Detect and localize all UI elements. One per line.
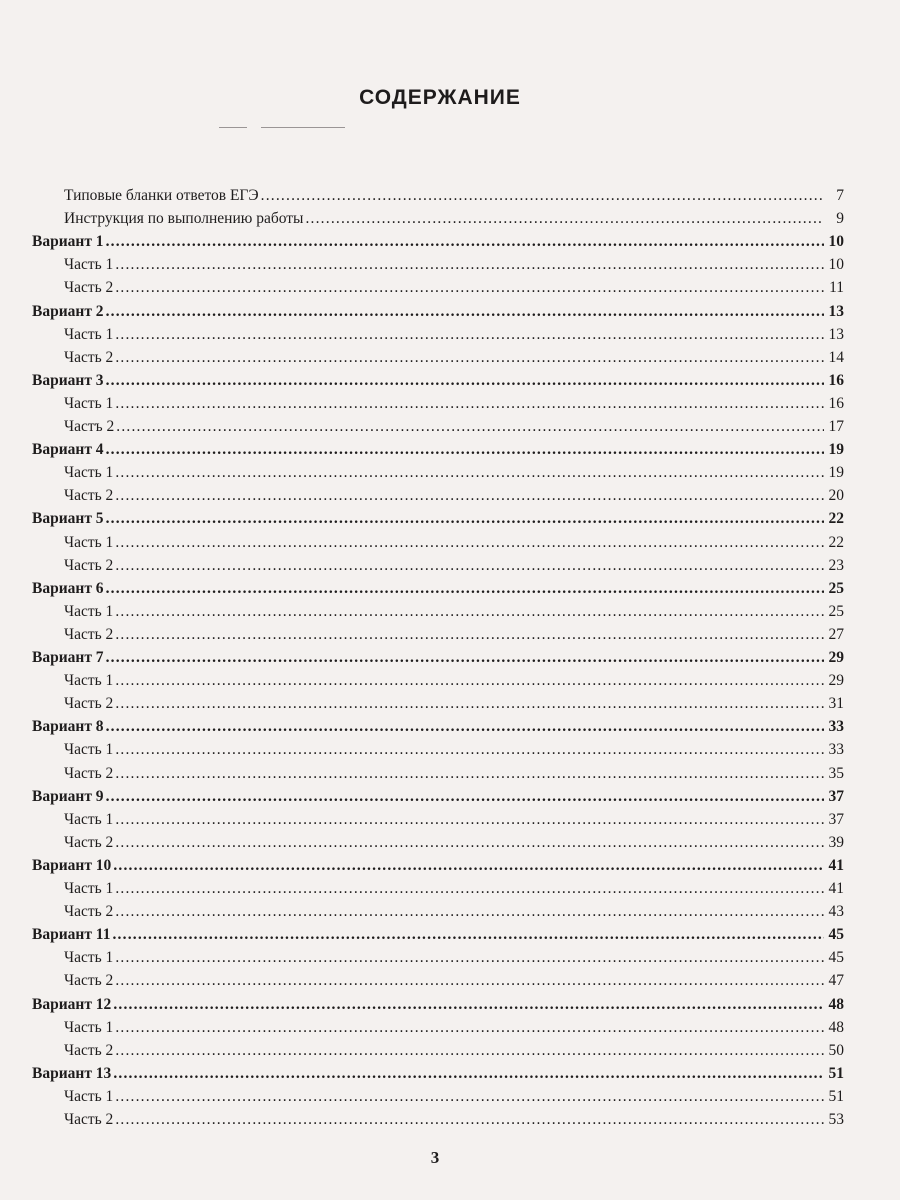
dot-leader [106,508,824,530]
toc-entry-page: 37 [828,787,844,805]
toc-entry-page: 19 [828,464,844,482]
dot-leader [115,393,824,415]
toc-entry-page: 45 [828,949,844,967]
toc-part-entry[interactable] [64,393,844,415]
toc-entry-label: Вариант 2 [32,302,104,320]
toc-variant-entry[interactable] [32,301,844,323]
toc-variant-entry[interactable] [32,994,844,1016]
dot-leader [113,994,824,1016]
toc-entry-label: Часть 1 [64,602,114,620]
dot-leader [115,254,824,276]
toc-part-entry[interactable] [64,485,844,507]
dot-leader [115,555,824,577]
dot-leader [116,416,824,438]
dot-leader [115,624,824,646]
toc-entry-page: 9 [836,210,844,228]
toc-entry-label: Часть 1 [64,533,114,551]
toc-entry-label: Часть 1 [64,741,114,759]
toc-variant-entry[interactable] [32,924,844,946]
toc-entry-page: 25 [828,579,844,597]
toc-entry-page: 43 [828,903,844,921]
dot-leader [106,647,824,669]
toc-entry-label: Вариант 7 [32,649,104,666]
toc-variant-entry[interactable] [32,231,844,253]
toc-entry-page: 14 [828,348,844,366]
dot-leader [115,970,824,992]
toc-entry-label: Часть 2 [64,556,114,574]
dot-leader [106,786,824,808]
dot-leader [115,485,824,507]
toc-entry-page: 7 [836,187,844,204]
toc-part-entry[interactable] [64,1040,844,1062]
toc-variant-entry[interactable] [32,716,844,738]
toc-part-entry[interactable] [64,1109,844,1131]
dot-leader [115,832,824,854]
dot-leader [261,185,824,207]
toc-entry-label: Инструкция по выполнению работы [64,210,304,228]
dot-leader [115,901,824,923]
toc-entry-page: 11 [829,279,844,297]
toc-variant-entry[interactable] [32,1063,844,1085]
toc-entry-label: Вариант 9 [32,787,104,805]
dot-leader [115,324,824,346]
toc-entry-page: 31 [828,695,844,713]
toc-entry-label: Типовые бланки ответов ЕГЭ [64,187,259,204]
toc-entry-label: Часть 2 [64,487,114,505]
toc-entry-label: Часть 1 [64,949,114,967]
dot-leader [115,1017,824,1039]
dot-leader [115,277,824,299]
toc-entry-label: Часть 2 [64,279,114,297]
toc-variant-entry[interactable] [32,647,844,669]
dot-leader [115,462,824,484]
dot-leader [113,1063,824,1085]
toc-entry-label: Часть 2 [64,972,114,990]
dot-leader [305,208,824,230]
toc-entry-label: Часть 1 [64,1087,114,1105]
toc-part-entry[interactable] [64,324,844,346]
toc-part-entry[interactable] [64,416,844,438]
toc-entry-page: 45 [828,926,844,944]
toc-entry-label: Часть 2 [64,348,114,366]
dot-leader [106,231,824,253]
toc-part-entry[interactable] [64,832,844,854]
toc-entry-label: Часть 1 [64,464,114,482]
toc-part-entry[interactable] [64,462,844,484]
toc-entry-label: Частъ 2 [64,418,115,435]
toc-entry-label: Вариант 6 [32,579,104,597]
toc-entry-label: Вариант 5 [32,510,104,528]
toc-part-entry[interactable] [64,624,844,646]
toc-entry-page: 13 [828,302,844,320]
toc-entry-label: Вариант 8 [32,718,104,736]
dot-leader [115,532,824,554]
toc-entry-page: 22 [828,533,844,551]
toc-entry-label: Вариант 12 [32,995,112,1013]
toc-part-entry[interactable] [64,763,844,785]
dot-leader [115,763,824,785]
dot-leader [115,347,824,369]
toc-entry-page: 10 [828,256,844,274]
toc-entry-page: 51 [828,1087,844,1105]
toc-entry-label: Часть 1 [64,810,114,828]
toc-part-entry[interactable] [64,947,844,969]
toc-variant-entry[interactable] [32,855,844,877]
toc-entry-page: 48 [828,1018,844,1036]
toc-entry-page: 33 [828,718,844,736]
toc-entry-page: 41 [828,856,844,874]
dot-leader [115,809,824,831]
toc-part-entry[interactable] [64,1017,844,1039]
dot-leader [115,601,824,623]
toc-entry-page: 16 [828,371,844,389]
toc-entry-page: 19 [828,441,844,459]
toc-entry-label: Часть 2 [64,625,114,643]
toc-variant-entry[interactable] [32,508,844,530]
toc-entry-page: 17 [828,418,844,435]
toc-entry-label: Часть 1 [64,672,114,690]
toc-entry-label: Часть 2 [64,833,114,851]
toc-part-entry[interactable] [64,277,844,299]
toc-entry-page: 35 [828,764,844,782]
toc-entry-label: Часть 2 [64,1041,114,1059]
toc-entry-label: Вариант 3 [32,371,104,389]
toc-entry-page: 20 [828,487,844,505]
toc-entry-label: Вариант 4 [32,441,104,459]
toc-entry-page: 48 [828,995,844,1013]
dot-leader [106,301,824,323]
dot-leader [106,439,824,461]
toc-part-entry[interactable] [64,532,844,554]
toc-entry-page: 23 [828,556,844,574]
toc-part-entry[interactable] [64,693,844,715]
toc-variant-entry[interactable] [32,439,844,461]
toc-entry-page: 51 [828,1064,844,1082]
toc-entry-page: 13 [828,325,844,343]
toc-part-entry[interactable] [64,809,844,831]
toc-variant-entry[interactable] [32,786,844,808]
toc-part-entry[interactable] [64,347,844,369]
toc-entry-page: 33 [828,741,844,759]
toc-entry-label: Часть 1 [64,880,114,897]
dot-leader [115,1109,824,1131]
toc-entry-page: 37 [828,810,844,828]
toc-entry-page: 10 [828,233,844,251]
toc-entry-page: 16 [828,394,844,412]
toc-part-entry[interactable] [64,878,844,900]
dot-leader [106,370,824,392]
toc-entry-page: 29 [828,672,844,690]
dot-leader [113,855,824,877]
toc-entry-label: Часть 2 [64,695,114,713]
page-title: СОДЕРЖАНИЕ [359,86,521,109]
toc-part-entry[interactable] [64,555,844,577]
toc-entry-label: Вариант 1 [32,233,104,251]
toc-entry-page: 29 [828,649,844,666]
toc-entry-page: 39 [828,833,844,851]
toc-entry-page: 27 [828,625,844,643]
toc-part-entry[interactable] [64,970,844,992]
toc-part-entry[interactable] [64,254,844,276]
toc-entry-label: Часть 1 [64,1018,114,1036]
toc-entry-page: 47 [828,972,844,990]
page-number: 3 [430,1148,440,1167]
toc-part-entry[interactable] [64,739,844,761]
toc-intro-entry[interactable] [64,185,844,207]
toc-entry-label: Вариант 11 [32,926,111,944]
toc-part-entry[interactable] [64,901,844,923]
toc-entry-page: 50 [828,1041,844,1059]
dot-leader [115,739,824,761]
toc-variant-entry[interactable] [32,370,844,392]
toc-entry-page: 41 [828,880,844,897]
toc-entry-page: 25 [828,602,844,620]
dot-leader [106,716,824,738]
toc-entry-label: Часть 2 [64,764,114,782]
toc-entry-page: 22 [828,510,844,528]
dot-leader [115,693,824,715]
toc-entry-page: 53 [828,1111,844,1128]
toc-variant-entry[interactable] [32,578,844,600]
toc-entry-label: Часть 2 [64,1111,114,1128]
dot-leader [115,878,824,900]
toc-entry-label: Часть 1 [64,394,114,412]
dot-leader [115,947,824,969]
toc-entry-label: Вариант 13 [32,1064,112,1082]
dot-leader [115,670,824,692]
toc-intro-entry[interactable] [64,208,844,230]
dot-leader [115,1040,824,1062]
toc-entry-label: Часть 1 [64,325,114,343]
toc-part-entry[interactable] [64,1086,844,1108]
toc-part-entry[interactable] [64,601,844,623]
toc-part-entry[interactable] [64,670,844,692]
toc-entry-label: Часть 2 [64,903,114,921]
toc-entry-label: Часть 1 [64,256,114,274]
dot-leader [106,578,824,600]
dot-leader [112,924,824,946]
dot-leader [115,1086,824,1108]
toc-entry-label: Вариант 10 [32,856,112,874]
